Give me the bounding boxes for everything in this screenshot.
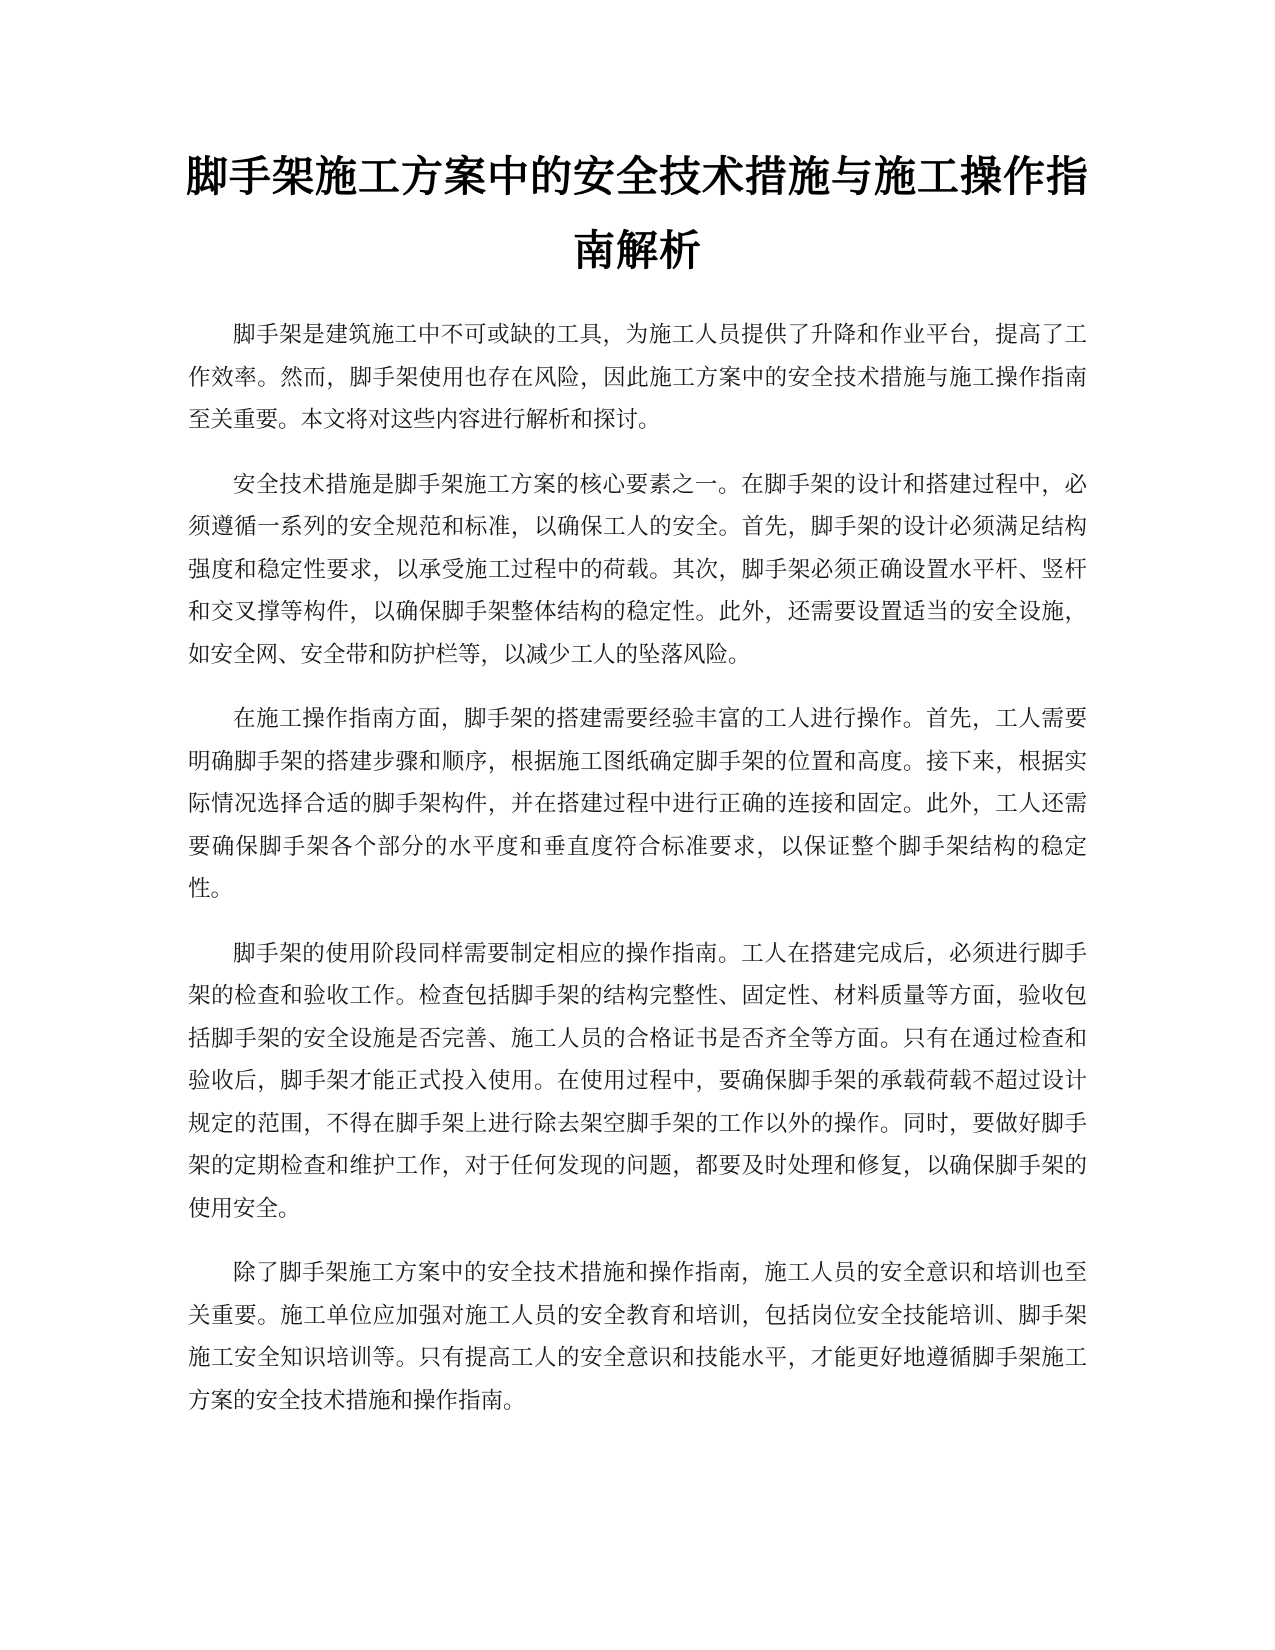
document-title: 脚手架施工方案中的安全技术措施与施工操作指南解析 (185, 152, 1089, 275)
paragraph-5: 除了脚手架施工方案中的安全技术措施和操作指南，施工人员的安全意识和培训也至关重要。施工单位应加强对施工人员的安全教育和培训，包括岗位安全技能培训、脚手架施工安全知识培训等。只有提高工人的安全意识和技能水平，才能更好地遵循脚手架施工方案的安全技术措施和操作指南。 (188, 1260, 1087, 1414)
paragraph-1: 脚手架是建筑施工中不可或缺的工具，为施工人员提供了升降和作业平台，提高了工作效率。然而，脚手架使用也存在风险，因此施工方案中的安全技术措施与施工操作指南至关重要。本文将对这些内容进行解析和探讨。 (188, 322, 1087, 433)
paragraph-3: 在施工操作指南方面，脚手架的搭建需要经验丰富的工人进行操作。首先，工人需要明确脚手架的搭建步骤和顺序，根据施工图纸确定脚手架的位置和高度。接下来，根据实际情况选择合适的脚手架构件，并在搭建过程中进行正确的连接和固定。此外，工人还需要确保脚手架各个部分的水平度和垂直度符合标准要求，以保证整个脚手架结构的稳定性。 (188, 706, 1087, 902)
paragraph-4: 脚手架的使用阶段同样需要制定相应的操作指南。工人在搭建完成后，必须进行脚手架的检查和验收工作。检查包括脚手架的结构完整性、固定性、材料质量等方面，验收包括脚手架的安全设施是否完善、施工人员的合格证书是否齐全等方面。只有在通过检查和验收后，脚手架才能正式投入使用。在使用过程中，要确保脚手架的承载荷载不超过设计规定的范围，不得在脚手架上进行除去架空脚手架的工作以外的操作。同时，要做好脚手架的定期检查和维护工作，对于任何发现的问题，都要及时处理和修复，以确保脚手架的使用安全。 (188, 940, 1087, 1222)
paragraph-2: 安全技术措施是脚手架施工方案的核心要素之一。在脚手架的设计和搭建过程中，必须遵循一系列的安全规范和标准，以确保工人的安全。首先，脚手架的设计必须满足结构强度和稳定性要求，以承受施工过程中的荷载。其次，脚手架必须正确设置水平杆、竖杆和交叉撑等构件，以确保脚手架整体结构的稳定性。此外，还需要设置适当的安全设施，如安全网、安全带和防护栏等，以减少工人的坠落风险。 (188, 471, 1087, 668)
document-body (188, 314, 1087, 1444)
